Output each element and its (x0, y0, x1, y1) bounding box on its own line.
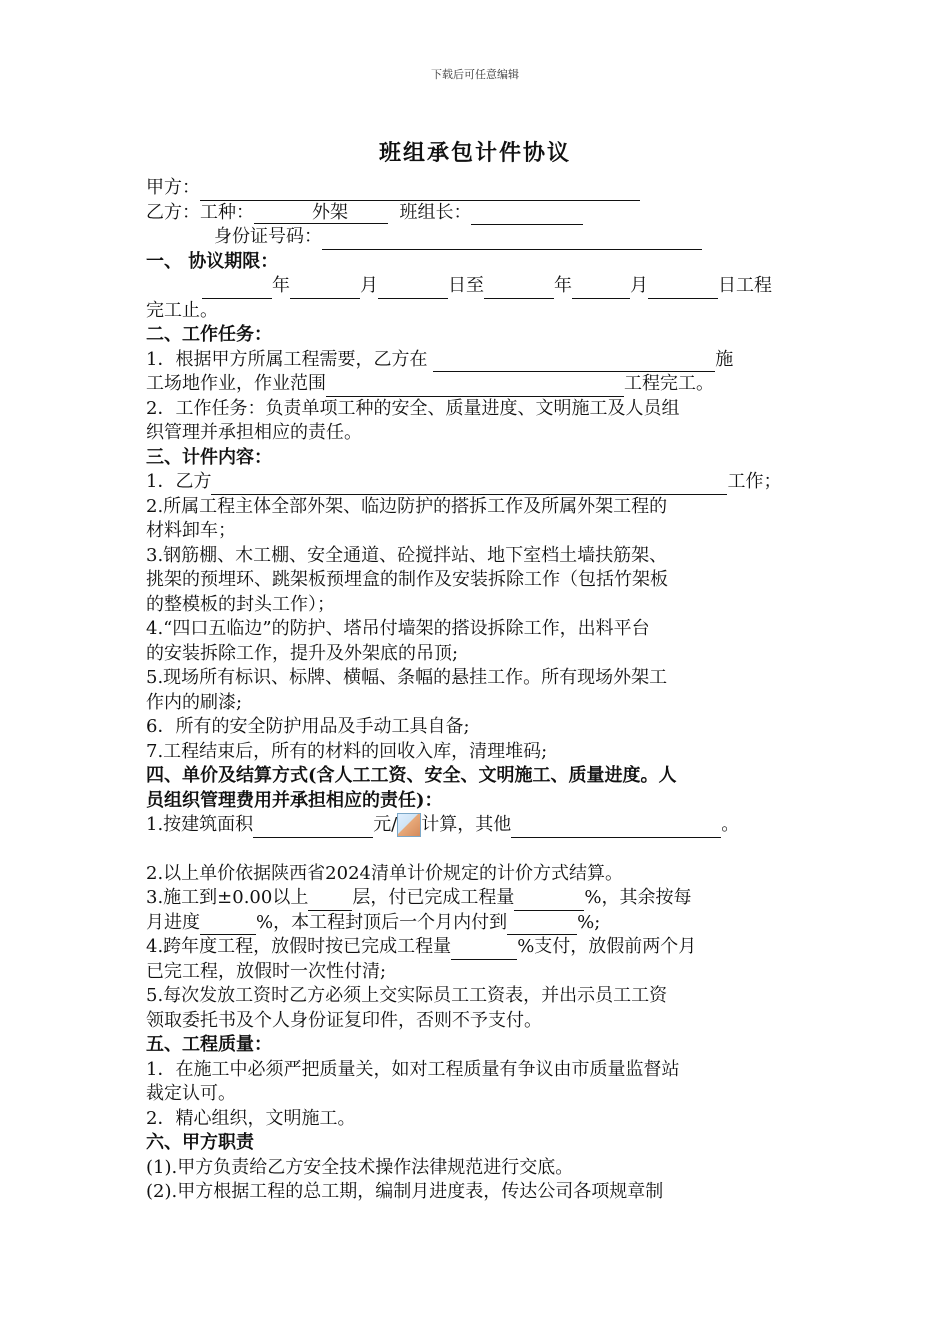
item-1b-text: 工作； (727, 471, 782, 492)
document-title: 班组承包计件协议 (378, 140, 571, 166)
quality-1b: 裁定认可。 (146, 1083, 236, 1104)
price-3e-text: %，本工程封顶后一个月内付到 (256, 911, 508, 933)
item-1 (146, 470, 806, 495)
task-1b-text: 施 (715, 348, 734, 370)
task-1d-text: 工程完工。 (624, 373, 714, 394)
trade-label: 工种： (200, 201, 254, 223)
item-3a: 3.钢筋棚、木工棚、安全通道、砼搅拌站、地下室档土墙扶筋架、 (146, 544, 668, 566)
day1-blank (378, 278, 448, 299)
party-a-label: 甲方： (146, 177, 200, 198)
day-to-label: 日至 (448, 275, 484, 296)
year1-blank (202, 278, 272, 299)
task-2a: 2．工作任务：负责单项工种的安全、质量进度、文明施工及人员组 (146, 397, 680, 419)
scope-blank (326, 376, 624, 397)
item-5a: 5.现场所有标识、标牌、横幅、条幅的悬挂工作。所有现场外架工 (146, 667, 668, 688)
id-label: 身份证号码： (214, 226, 322, 247)
header-note: 下载后可任意编辑 (431, 68, 519, 81)
item-5b: 作内的刷漆; (146, 691, 243, 713)
site-blank (433, 351, 715, 372)
day-end-label: 日工程 (718, 275, 772, 296)
trade-value: 外架 (254, 202, 388, 224)
section-1-heading: 一、 协议期限： (146, 250, 279, 272)
task-2b: 织管理并承担相应的责任。 (146, 422, 362, 443)
price-3a (146, 886, 806, 911)
task-1a (146, 348, 806, 373)
price-3c-text: %，其余按每 (584, 887, 692, 908)
price-3d-text: 月进度 (146, 911, 200, 933)
price-1a-text: 1.按建筑面积 (146, 814, 254, 835)
price-3a-text: 3.施工到±0.00以上 (146, 887, 309, 908)
percent4-blank (451, 939, 517, 960)
other-blank (511, 817, 721, 838)
item-1-blank (211, 474, 727, 495)
quality-2: 2．精心组织，文明施工。 (146, 1107, 356, 1129)
percent1-blank (514, 890, 584, 911)
task-1a-text: 1．根据甲方所属工程需要，乙方在 (146, 348, 428, 370)
unit-price-blank (253, 817, 373, 838)
price-1 (146, 813, 806, 838)
item-7: 7.工程结束后，所有的材料的回收入库，清理堆码; (146, 740, 548, 762)
price-1d-text: 。 (721, 814, 740, 835)
price-4a-text: 4.跨年度工程，放假时按已完成工程量 (146, 936, 452, 957)
month2-blank (572, 278, 630, 299)
price-5a: 5.每次发放工资时乙方必须上交实际员工工资表，并出示员工工资 (146, 985, 668, 1006)
price-3b (146, 911, 806, 936)
item-6: 6．所有的安全防护用品及手动工具自备; (146, 716, 470, 737)
month1-blank (290, 278, 360, 299)
section-2-heading: 二、工作任务： (146, 324, 272, 345)
spacer (146, 838, 806, 862)
leader-label: 班组长： (399, 201, 472, 223)
day2-blank (648, 278, 718, 299)
percent3-blank (507, 914, 577, 935)
leader-blank (471, 204, 583, 225)
item-2b: 材料卸车； (146, 520, 236, 541)
section-4-heading-a: 四、单价及结算方式(含人工工资、安全、文明施工、质量进度。人 (146, 765, 677, 786)
party-a-line (146, 176, 806, 201)
term-line (146, 274, 806, 299)
year2-blank (484, 278, 554, 299)
task-1c (146, 372, 806, 397)
party-a-blank (200, 180, 640, 201)
section-5-heading: 五、工程质量： (146, 1034, 272, 1055)
duty-1: (1).甲方负责给乙方安全技术操作法律规范进行交底。 (146, 1156, 574, 1178)
section-3-heading: 三、计件内容： (146, 446, 272, 468)
price-4b: 已完工程，放假时一次性付清; (146, 960, 387, 982)
broken-image-icon (397, 813, 421, 837)
item-3c: 的整模板的封头工作）； (146, 593, 335, 615)
year1-label: 年 (272, 275, 290, 296)
item-1a-text: 1．乙方 (146, 471, 212, 492)
price-2: 2.以上单价依据陕西省2024清单计价规定的计价方式结算。 (146, 862, 623, 884)
section-6-heading: 六、甲方职责 (146, 1132, 254, 1153)
term-end: 完工止。 (146, 299, 218, 321)
task-1c-text: 工场地作业，作业范围 (146, 373, 326, 394)
price-5b: 领取委托书及个人身份证复印件，否则不予支付。 (146, 1009, 542, 1031)
price-3b-text: 层，付已完成工程量 (352, 887, 515, 908)
quality-1a: 1．在施工中必须严把质量关，如对工程质量有争议由市质量监督站 (146, 1058, 680, 1080)
floor-blank (308, 890, 352, 911)
percent2-blank (200, 914, 256, 935)
item-4b: 的安装拆除工作，提升及外架底的吊顶; (146, 642, 459, 664)
month2-label: 月 (630, 275, 648, 296)
price-1c-text: 计算，其他 (421, 814, 512, 835)
party-b-line (146, 201, 806, 226)
id-blank (322, 229, 702, 250)
year2-label: 年 (554, 275, 572, 296)
id-line (146, 225, 806, 250)
price-1b-text: 元/ (373, 814, 398, 835)
price-4a (146, 935, 806, 960)
section-4-heading-b: 员组织管理费用并承担相应的责任)： (146, 789, 443, 811)
price-4b-text: %支付，放假前两个月 (517, 936, 697, 957)
item-4a: 4.“四口五临边”的防护、塔吊付墙架的搭设拆除工作，出料平台 (146, 618, 650, 639)
price-3f-text: %; (577, 911, 601, 933)
month1-label: 月 (360, 275, 378, 296)
document-body (146, 176, 806, 1205)
item-2a: 2.所属工程主体全部外架、临边防护的搭拆工作及所属外架工程的 (146, 495, 668, 517)
item-3b: 挑架的预埋环、跳架板预埋盒的制作及安装拆除工作（包括竹架板 (146, 569, 668, 590)
party-b-label: 乙方： (146, 201, 200, 223)
duty-2: (2).甲方根据工程的总工期，编制月进度表，传达公司各项规章制 (146, 1181, 664, 1202)
